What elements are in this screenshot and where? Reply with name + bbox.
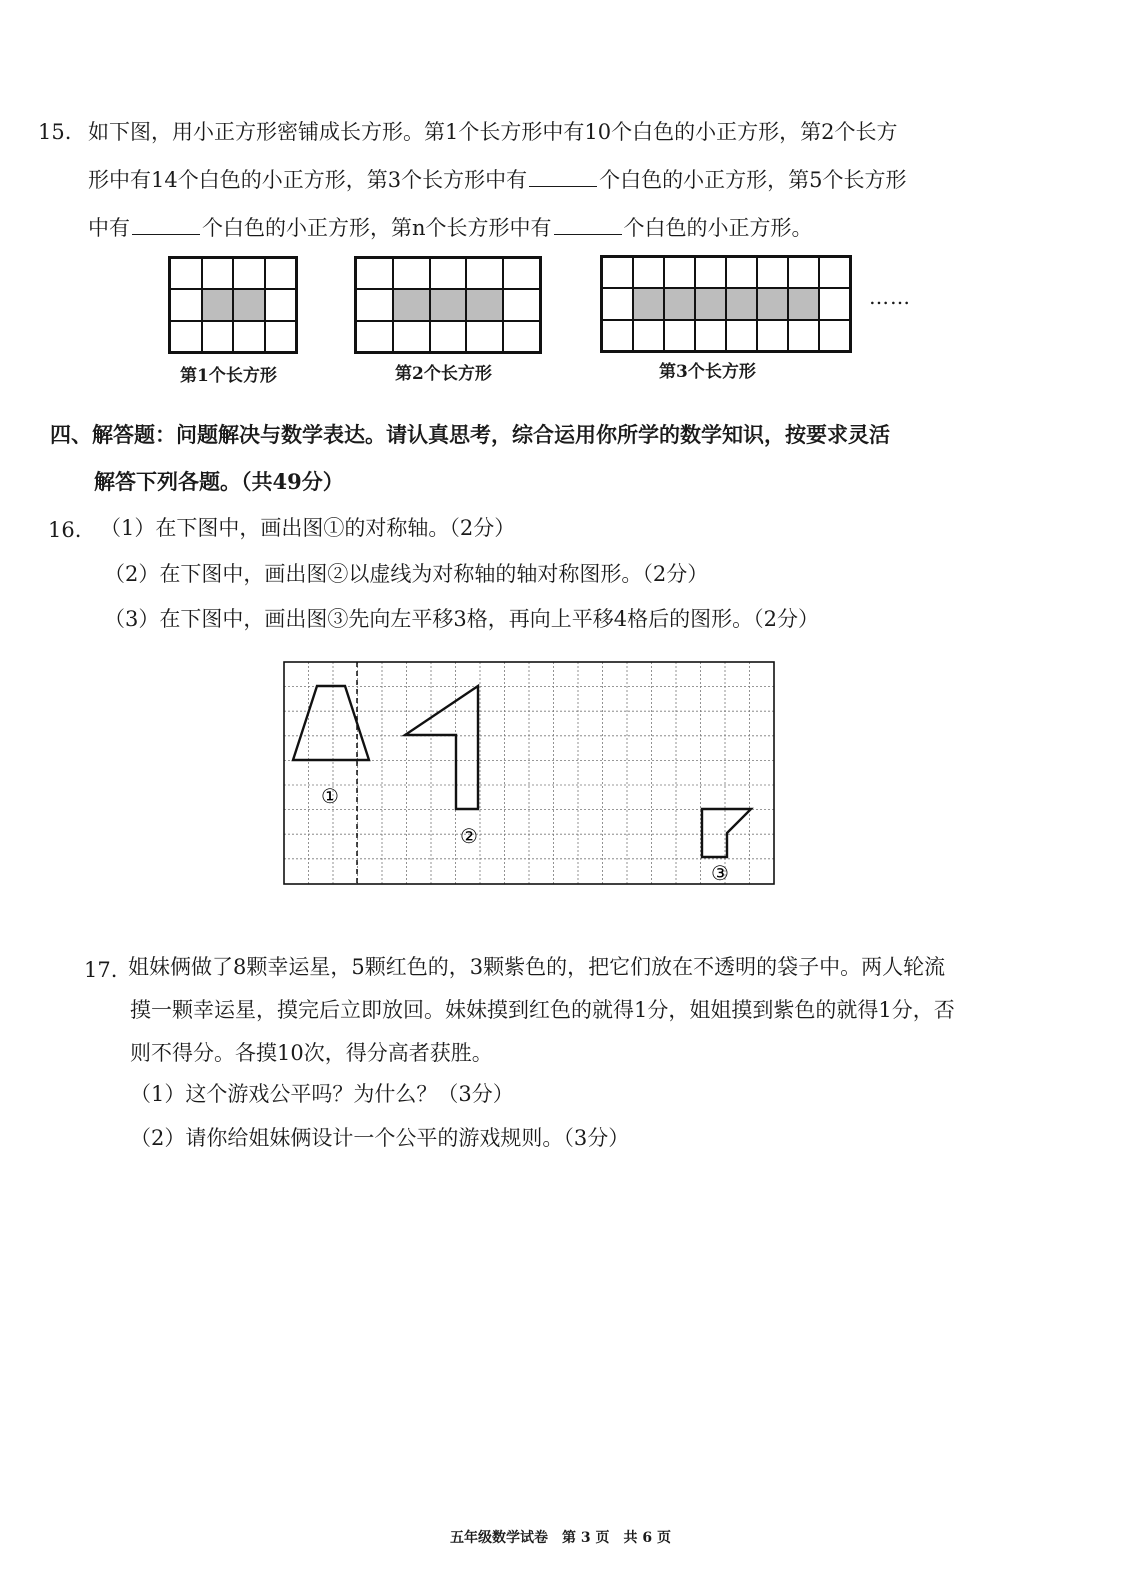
white-square <box>503 258 540 289</box>
white-square <box>726 320 757 351</box>
shape-2 <box>405 686 478 809</box>
answer-blank-1[interactable] <box>529 166 597 187</box>
rectangle-3 <box>600 255 852 353</box>
white-square <box>233 321 265 352</box>
q17-line-3: 则不得分。各摸10次，得分高者获胜。 <box>130 1041 493 1065</box>
pattern-ellipsis: …… <box>869 285 911 309</box>
shape-3-label: ③ <box>711 861 729 885</box>
white-square <box>788 320 819 351</box>
white-square <box>430 321 467 352</box>
gray-square <box>393 289 430 320</box>
white-square <box>202 321 234 352</box>
rectangle-1-caption: 第1个长方形 <box>180 366 277 386</box>
white-square <box>726 257 757 288</box>
q17-part-2: （2）请你给姐妹俩设计一个公平的游戏规则。（3分） <box>130 1126 630 1150</box>
white-square <box>819 257 850 288</box>
white-square <box>602 288 633 319</box>
white-square <box>466 321 503 352</box>
white-square <box>788 257 819 288</box>
white-square <box>170 258 202 289</box>
white-square <box>265 258 297 289</box>
q16-part-3: （3）在下图中，画出图③先向左平移3格，再向上平移4格后的图形。（2分） <box>104 607 819 631</box>
white-square <box>430 258 467 289</box>
q15-line-3-text-c: 个白色的小正方形。 <box>623 216 813 240</box>
q15-line-3-text-a: 中有 <box>88 216 130 240</box>
q17-number: 17. <box>84 958 118 982</box>
answer-blank-3[interactable] <box>554 214 622 235</box>
q16-number: 16. <box>48 518 82 542</box>
white-square <box>356 289 393 320</box>
white-square <box>819 288 850 319</box>
answer-blank-2[interactable] <box>132 214 200 235</box>
white-square <box>633 257 664 288</box>
white-square <box>170 321 202 352</box>
section-4-heading-line-1: 四、解答题：问题解决与数学表达。请认真思考，综合运用你所学的数学知识，按要求灵活 <box>50 422 890 447</box>
gray-square <box>466 289 503 320</box>
white-square <box>265 321 297 352</box>
q17-line-1: 姐妹俩做了8颗幸运星，5颗红色的，3颗紫色的，把它们放在不透明的袋子中。两人轮流 <box>128 955 946 979</box>
gray-square <box>664 288 695 319</box>
shape-3 <box>702 809 751 857</box>
rectangle-2 <box>354 256 542 354</box>
rectangle-3-caption: 第3个长方形 <box>659 362 756 382</box>
q16-part-2: （2）在下图中，画出图②以虚线为对称轴的轴对称图形。（2分） <box>104 562 709 586</box>
white-square <box>356 321 393 352</box>
q15-number: 15. <box>38 120 72 144</box>
shape-2-label: ② <box>460 824 478 848</box>
rectangle-1 <box>168 256 298 354</box>
white-square <box>265 289 297 320</box>
page-footer: 五年级数学试卷 第 3 页 共 6 页 <box>450 1530 671 1546</box>
gray-square <box>202 289 234 320</box>
gray-square <box>788 288 819 319</box>
white-square <box>393 321 430 352</box>
white-square <box>757 257 788 288</box>
q15-line-1: 如下图，用小正方形密铺成长方形。第1个长方形中有10个白色的小正方形，第2个长方 <box>88 120 898 144</box>
white-square <box>393 258 430 289</box>
q15-line-2-text-b: 个白色的小正方形，第5个长方形 <box>599 168 907 192</box>
white-square <box>602 320 633 351</box>
white-square <box>356 258 393 289</box>
white-square <box>233 258 265 289</box>
gray-square <box>233 289 265 320</box>
rectangle-2-caption: 第2个长方形 <box>395 364 492 384</box>
q17-line-2: 摸一颗幸运星，摸完后立即放回。妹妹摸到红色的就得1分，姐姐摸到紫色的就得1分，否 <box>130 998 955 1022</box>
q16-part-1: （1）在下图中，画出图①的对称轴。（2分） <box>100 516 516 540</box>
gray-square <box>726 288 757 319</box>
white-square <box>819 320 850 351</box>
shape-1-trapezoid <box>293 686 369 760</box>
white-square <box>633 320 664 351</box>
q17-part-1: （1）这个游戏公平吗？为什么？（3分） <box>130 1082 514 1106</box>
white-square <box>664 320 695 351</box>
q15-line-3-text-b: 个白色的小正方形，第n个长方形中有 <box>202 216 552 240</box>
white-square <box>503 289 540 320</box>
shape-1-label: ① <box>321 784 339 808</box>
gray-square <box>695 288 726 319</box>
white-square <box>170 289 202 320</box>
q15-line-2 <box>88 166 906 194</box>
white-square <box>503 321 540 352</box>
gray-square <box>633 288 664 319</box>
q15-line-2-text-a: 形中有14个白色的小正方形，第3个长方形中有 <box>88 168 528 192</box>
gray-square <box>430 289 467 320</box>
section-4-heading-line-2: 解答下列各题。（共49分） <box>94 469 344 494</box>
q16-grid-figure <box>276 656 782 890</box>
gray-square <box>757 288 788 319</box>
white-square <box>466 258 503 289</box>
white-square <box>695 257 726 288</box>
q15-line-3 <box>88 214 813 242</box>
white-square <box>202 258 234 289</box>
white-square <box>664 257 695 288</box>
white-square <box>757 320 788 351</box>
white-square <box>602 257 633 288</box>
white-square <box>695 320 726 351</box>
